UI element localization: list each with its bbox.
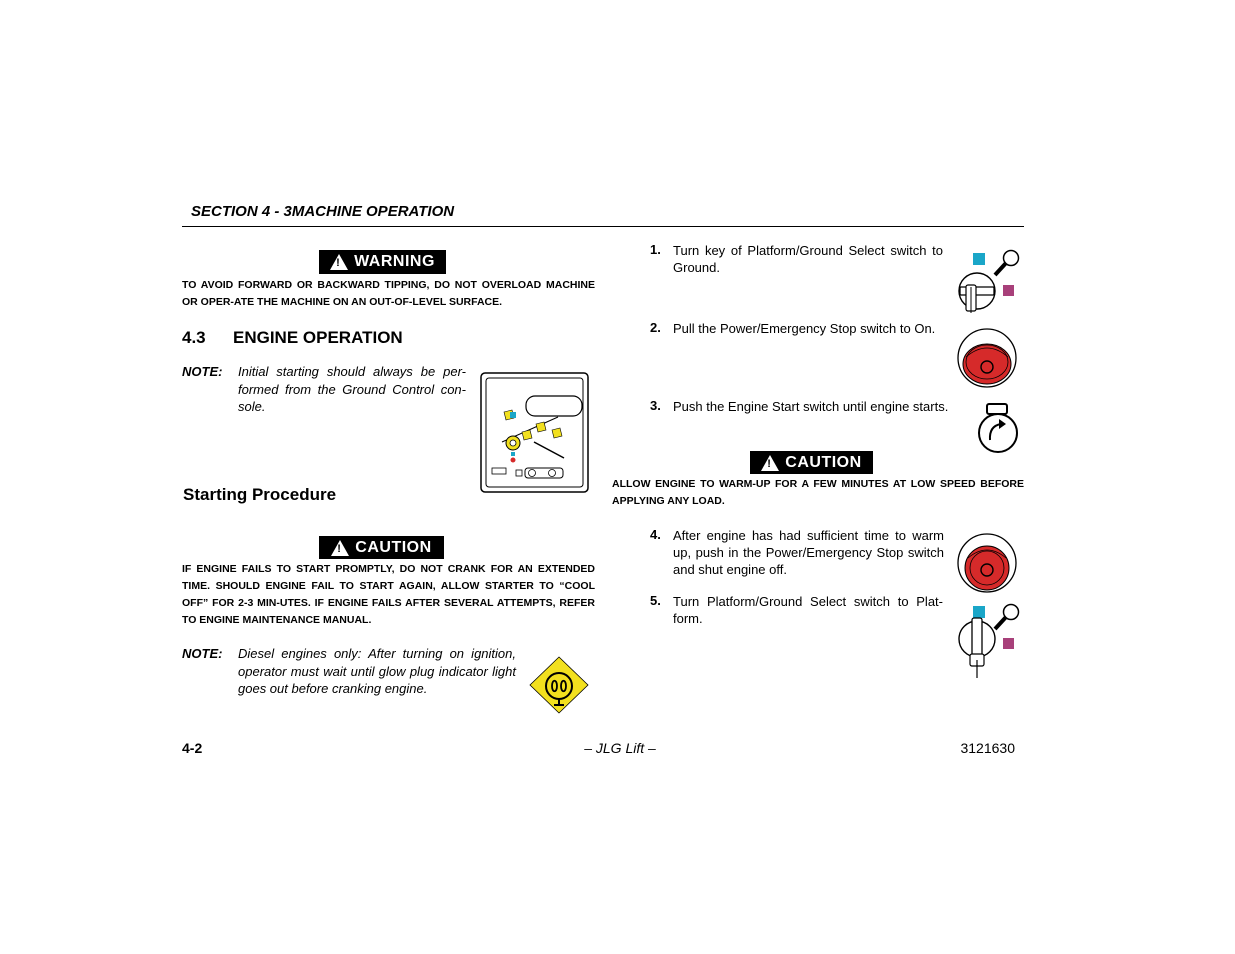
note-label: NOTE: (182, 364, 223, 379)
warning-badge-label: WARNING (354, 253, 435, 270)
warning-triangle-icon: ! (330, 254, 348, 270)
warning-triangle-icon: ! (331, 540, 349, 556)
step-text: Pull the Power/Emergency Stop switch to On. (673, 321, 936, 336)
engine-start-icon (975, 402, 1021, 454)
footer-center: – JLG Lift – (584, 740, 656, 756)
glow-plug-icon (528, 655, 590, 715)
step-number: 3. (650, 398, 661, 413)
doc-number: 3121630 (960, 740, 1015, 756)
note-label: NOTE: (182, 646, 223, 661)
step-text: Push the Engine Start switch until engine starts. (673, 399, 949, 414)
section-title: ENGINE OPERATION (233, 328, 403, 347)
caution-badge-label: CAUTION (355, 538, 432, 556)
warning-triangle-icon: ! (761, 455, 779, 471)
caution-badge (319, 536, 444, 559)
caution-text: ALLOW ENGINE TO WARM-UP FOR A FEW MINUTES AT LOW SPEED BEFORE APPLYING ANY LOAD. (612, 478, 1024, 507)
ground-control-console-icon (480, 372, 590, 494)
warning-text: TO AVOID FORWARD OR BACKWARD TIPPING, DO NOT OVERLOAD MACHINE OR OPER-ATE THE MACHINE ON AN OUT-OF-LEVEL SURFACE. (182, 279, 595, 308)
subheading: Starting Procedure (183, 485, 337, 504)
note-text: Initial starting should always be per-formed from the Ground Control con-sole. (238, 364, 466, 414)
caution-badge (750, 451, 873, 474)
page-number: 4-2 (182, 740, 203, 756)
section-number: 4.3 (182, 328, 206, 347)
warning-badge (319, 250, 446, 274)
step-number: 2. (650, 320, 661, 335)
step-text: After engine has had sufficient time to warm up, push in the Power/Emergency Stop switch and shut engine off. (673, 528, 944, 577)
step-number: 1. (650, 242, 661, 257)
emergency-stop-icon (956, 532, 1018, 594)
step-number: 4. (650, 527, 661, 542)
section-header: SECTION 4 - 3MACHINE OPERATION (191, 203, 455, 220)
key-switch-icon (955, 602, 1025, 680)
caution-text: IF ENGINE FAILS TO START PROMPTLY, DO NOT CRANK FOR AN EXTENDED TIME. SHOULD ENGINE FAIL TO START AGAIN, ALLOW STARTER TO “COOL OFF” FOR 2-3 MIN-UTES. IF ENGINE FAILS AFTER SEVERAL ATTEMPTS, REFER TO ENGINE MAINTENANCE MANUAL. (182, 563, 595, 626)
caution-badge-label: CAUTION (785, 453, 862, 471)
key-switch-icon (955, 247, 1025, 315)
step-text: Turn key of Platform/Ground Select switch to Ground. (673, 243, 943, 275)
step-text: Turn Platform/Ground Select switch to Plat-form. (673, 594, 943, 626)
emergency-stop-icon (956, 327, 1018, 389)
step-number: 5. (650, 593, 661, 608)
header-rule (182, 226, 1024, 227)
note-text: Diesel engines only: After turning on ignition, operator must wait until glow plug indicator light goes out before cranking engine. (238, 646, 516, 696)
